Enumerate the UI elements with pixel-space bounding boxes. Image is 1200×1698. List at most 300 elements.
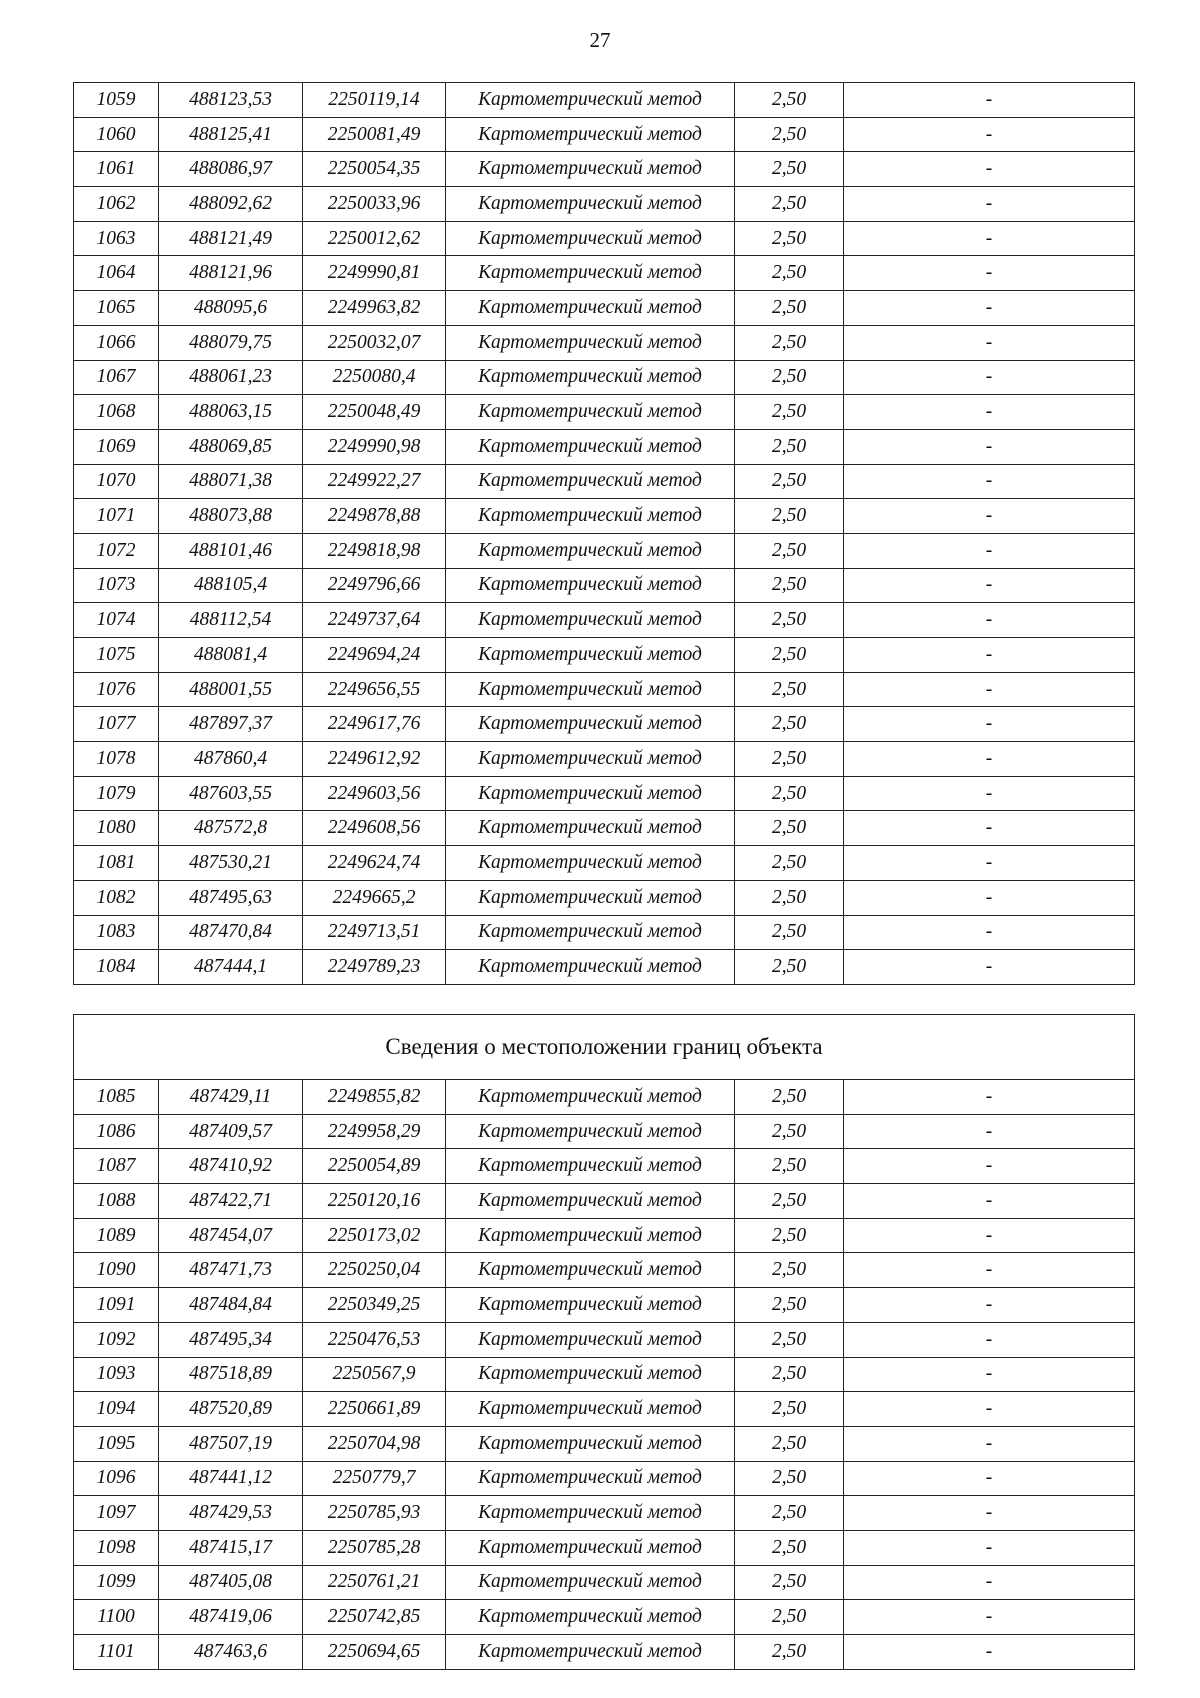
table-row <box>74 638 1135 673</box>
accuracy-cell: 2,50 <box>735 1253 844 1288</box>
accuracy-cell: 2,50 <box>735 360 844 395</box>
method-cell: Картометрический метод <box>446 846 735 881</box>
x-coordinate-cell: 488112,54 <box>159 603 303 638</box>
description-cell: - <box>844 1530 1135 1565</box>
table-1-body <box>74 83 1135 985</box>
table-row <box>74 429 1135 464</box>
method-cell: Картометрический метод <box>446 325 735 360</box>
x-coordinate-cell: 488069,85 <box>159 429 303 464</box>
x-coordinate-cell: 487860,4 <box>159 742 303 777</box>
table-row <box>74 846 1135 881</box>
y-coordinate-cell: 2249603,56 <box>303 776 446 811</box>
description-cell: - <box>844 1357 1135 1392</box>
table-row <box>74 117 1135 152</box>
accuracy-cell: 2,50 <box>735 1496 844 1531</box>
method-cell: Картометрический метод <box>446 1080 735 1115</box>
method-cell: Картометрический метод <box>446 1288 735 1323</box>
table-row <box>74 1114 1135 1149</box>
accuracy-cell: 2,50 <box>735 915 844 950</box>
point-number-cell: 1097 <box>74 1496 159 1531</box>
method-cell: Картометрический метод <box>446 291 735 326</box>
x-coordinate-cell: 487518,89 <box>159 1357 303 1392</box>
table-row <box>74 325 1135 360</box>
x-coordinate-cell: 488071,38 <box>159 464 303 499</box>
description-cell: - <box>844 1218 1135 1253</box>
y-coordinate-cell: 2249990,98 <box>303 429 446 464</box>
accuracy-cell: 2,50 <box>735 1288 844 1323</box>
description-cell: - <box>844 256 1135 291</box>
method-cell: Картометрический метод <box>446 533 735 568</box>
x-coordinate-cell: 488079,75 <box>159 325 303 360</box>
x-coordinate-cell: 487409,57 <box>159 1114 303 1149</box>
y-coordinate-cell: 2250779,7 <box>303 1461 446 1496</box>
accuracy-cell: 2,50 <box>735 1426 844 1461</box>
y-coordinate-cell: 2249713,51 <box>303 915 446 950</box>
accuracy-cell: 2,50 <box>735 187 844 222</box>
accuracy-cell: 2,50 <box>735 221 844 256</box>
description-cell: - <box>844 811 1135 846</box>
description-cell: - <box>844 1426 1135 1461</box>
point-number-cell: 1071 <box>74 499 159 534</box>
method-cell: Картометрический метод <box>446 1253 735 1288</box>
description-cell: - <box>844 83 1135 118</box>
y-coordinate-cell: 2250012,62 <box>303 221 446 256</box>
y-coordinate-cell: 2250476,53 <box>303 1322 446 1357</box>
y-coordinate-cell: 2250742,85 <box>303 1600 446 1635</box>
x-coordinate-cell: 487410,92 <box>159 1149 303 1184</box>
point-number-cell: 1080 <box>74 811 159 846</box>
accuracy-cell: 2,50 <box>735 776 844 811</box>
y-coordinate-cell: 2249624,74 <box>303 846 446 881</box>
accuracy-cell: 2,50 <box>735 464 844 499</box>
description-cell: - <box>844 429 1135 464</box>
table-row <box>74 1288 1135 1323</box>
section-title: Сведения о местоположении границ объекта <box>74 1015 1135 1080</box>
x-coordinate-cell: 487405,08 <box>159 1565 303 1600</box>
point-number-cell: 1060 <box>74 117 159 152</box>
method-cell: Картометрический метод <box>446 776 735 811</box>
y-coordinate-cell: 2249612,92 <box>303 742 446 777</box>
accuracy-cell: 2,50 <box>735 325 844 360</box>
description-cell: - <box>844 1392 1135 1427</box>
accuracy-cell: 2,50 <box>735 533 844 568</box>
x-coordinate-cell: 488073,88 <box>159 499 303 534</box>
table-row <box>74 950 1135 985</box>
y-coordinate-cell: 2250761,21 <box>303 1565 446 1600</box>
method-cell: Картометрический метод <box>446 603 735 638</box>
accuracy-cell: 2,50 <box>735 1565 844 1600</box>
section-header-row <box>74 1015 1135 1080</box>
point-number-cell: 1079 <box>74 776 159 811</box>
table-row <box>74 221 1135 256</box>
table-row <box>74 707 1135 742</box>
table-row <box>74 880 1135 915</box>
description-cell: - <box>844 1288 1135 1323</box>
accuracy-cell: 2,50 <box>735 291 844 326</box>
method-cell: Картометрический метод <box>446 1218 735 1253</box>
description-cell: - <box>844 360 1135 395</box>
y-coordinate-cell: 2250704,98 <box>303 1426 446 1461</box>
y-coordinate-cell: 2250054,89 <box>303 1149 446 1184</box>
point-number-cell: 1088 <box>74 1184 159 1219</box>
accuracy-cell: 2,50 <box>735 1357 844 1392</box>
accuracy-cell: 2,50 <box>735 1600 844 1635</box>
description-cell: - <box>844 1253 1135 1288</box>
description-cell: - <box>844 499 1135 534</box>
method-cell: Картометрический метод <box>446 256 735 291</box>
y-coordinate-cell: 2250081,49 <box>303 117 446 152</box>
table-row <box>74 1600 1135 1635</box>
x-coordinate-cell: 488101,46 <box>159 533 303 568</box>
method-cell: Картометрический метод <box>446 672 735 707</box>
table-row <box>74 568 1135 603</box>
description-cell: - <box>844 1565 1135 1600</box>
method-cell: Картометрический метод <box>446 117 735 152</box>
point-number-cell: 1093 <box>74 1357 159 1392</box>
x-coordinate-cell: 487454,07 <box>159 1218 303 1253</box>
y-coordinate-cell: 2249855,82 <box>303 1080 446 1115</box>
description-cell: - <box>844 395 1135 430</box>
description-cell: - <box>844 915 1135 950</box>
x-coordinate-cell: 487415,17 <box>159 1530 303 1565</box>
y-coordinate-cell: 2250785,93 <box>303 1496 446 1531</box>
description-cell: - <box>844 568 1135 603</box>
description-cell: - <box>844 603 1135 638</box>
table-row <box>74 672 1135 707</box>
point-number-cell: 1085 <box>74 1080 159 1115</box>
method-cell: Картометрический метод <box>446 464 735 499</box>
point-number-cell: 1098 <box>74 1530 159 1565</box>
y-coordinate-cell: 2250661,89 <box>303 1392 446 1427</box>
method-cell: Картометрический метод <box>446 1600 735 1635</box>
x-coordinate-cell: 488001,55 <box>159 672 303 707</box>
description-cell: - <box>844 1322 1135 1357</box>
x-coordinate-cell: 487422,71 <box>159 1184 303 1219</box>
method-cell: Картометрический метод <box>446 221 735 256</box>
description-cell: - <box>844 325 1135 360</box>
point-number-cell: 1099 <box>74 1565 159 1600</box>
x-coordinate-cell: 488105,4 <box>159 568 303 603</box>
point-number-cell: 1092 <box>74 1322 159 1357</box>
accuracy-cell: 2,50 <box>735 1080 844 1115</box>
description-cell: - <box>844 152 1135 187</box>
description-cell: - <box>844 1461 1135 1496</box>
description-cell: - <box>844 846 1135 881</box>
accuracy-cell: 2,50 <box>735 429 844 464</box>
y-coordinate-cell: 2250033,96 <box>303 187 446 222</box>
accuracy-cell: 2,50 <box>735 1184 844 1219</box>
point-number-cell: 1086 <box>74 1114 159 1149</box>
method-cell: Картометрический метод <box>446 360 735 395</box>
accuracy-cell: 2,50 <box>735 742 844 777</box>
y-coordinate-cell: 2249818,98 <box>303 533 446 568</box>
y-coordinate-cell: 2250694,65 <box>303 1635 446 1670</box>
y-coordinate-cell: 2249789,23 <box>303 950 446 985</box>
point-number-cell: 1074 <box>74 603 159 638</box>
x-coordinate-cell: 488125,41 <box>159 117 303 152</box>
accuracy-cell: 2,50 <box>735 1322 844 1357</box>
accuracy-cell: 2,50 <box>735 83 844 118</box>
accuracy-cell: 2,50 <box>735 152 844 187</box>
point-number-cell: 1075 <box>74 638 159 673</box>
accuracy-cell: 2,50 <box>735 1114 844 1149</box>
y-coordinate-cell: 2250785,28 <box>303 1530 446 1565</box>
accuracy-cell: 2,50 <box>735 707 844 742</box>
method-cell: Картометрический метод <box>446 1114 735 1149</box>
point-number-cell: 1067 <box>74 360 159 395</box>
table-row <box>74 1461 1135 1496</box>
x-coordinate-cell: 488123,53 <box>159 83 303 118</box>
method-cell: Картометрический метод <box>446 1322 735 1357</box>
table-row <box>74 291 1135 326</box>
method-cell: Картометрический метод <box>446 915 735 950</box>
accuracy-cell: 2,50 <box>735 603 844 638</box>
accuracy-cell: 2,50 <box>735 568 844 603</box>
point-number-cell: 1089 <box>74 1218 159 1253</box>
x-coordinate-cell: 487507,19 <box>159 1426 303 1461</box>
description-cell: - <box>844 117 1135 152</box>
y-coordinate-cell: 2250032,07 <box>303 325 446 360</box>
accuracy-cell: 2,50 <box>735 1635 844 1670</box>
point-number-cell: 1082 <box>74 880 159 915</box>
table-row <box>74 256 1135 291</box>
x-coordinate-cell: 487530,21 <box>159 846 303 881</box>
method-cell: Картометрический метод <box>446 568 735 603</box>
description-cell: - <box>844 1149 1135 1184</box>
accuracy-cell: 2,50 <box>735 1392 844 1427</box>
point-number-cell: 1061 <box>74 152 159 187</box>
table-row <box>74 499 1135 534</box>
point-number-cell: 1100 <box>74 1600 159 1635</box>
description-cell: - <box>844 221 1135 256</box>
accuracy-cell: 2,50 <box>735 117 844 152</box>
accuracy-cell: 2,50 <box>735 950 844 985</box>
y-coordinate-cell: 2250250,04 <box>303 1253 446 1288</box>
point-number-cell: 1070 <box>74 464 159 499</box>
x-coordinate-cell: 488095,6 <box>159 291 303 326</box>
point-number-cell: 1069 <box>74 429 159 464</box>
table-row <box>74 1149 1135 1184</box>
point-number-cell: 1091 <box>74 1288 159 1323</box>
x-coordinate-cell: 488063,15 <box>159 395 303 430</box>
point-number-cell: 1078 <box>74 742 159 777</box>
point-number-cell: 1068 <box>74 395 159 430</box>
point-number-cell: 1066 <box>74 325 159 360</box>
y-coordinate-cell: 2249958,29 <box>303 1114 446 1149</box>
table-row <box>74 360 1135 395</box>
x-coordinate-cell: 487484,84 <box>159 1288 303 1323</box>
description-cell: - <box>844 776 1135 811</box>
point-number-cell: 1062 <box>74 187 159 222</box>
x-coordinate-cell: 488061,23 <box>159 360 303 395</box>
y-coordinate-cell: 2250119,14 <box>303 83 446 118</box>
point-number-cell: 1072 <box>74 533 159 568</box>
method-cell: Картометрический метод <box>446 1149 735 1184</box>
description-cell: - <box>844 1496 1135 1531</box>
accuracy-cell: 2,50 <box>735 1218 844 1253</box>
accuracy-cell: 2,50 <box>735 395 844 430</box>
y-coordinate-cell: 2249656,55 <box>303 672 446 707</box>
table-row <box>74 1496 1135 1531</box>
x-coordinate-cell: 487495,34 <box>159 1322 303 1357</box>
description-cell: - <box>844 1184 1135 1219</box>
point-number-cell: 1096 <box>74 1461 159 1496</box>
point-number-cell: 1101 <box>74 1635 159 1670</box>
x-coordinate-cell: 487429,53 <box>159 1496 303 1531</box>
y-coordinate-cell: 2249963,82 <box>303 291 446 326</box>
description-cell: - <box>844 291 1135 326</box>
x-coordinate-cell: 487470,84 <box>159 915 303 950</box>
table-row <box>74 1184 1135 1219</box>
x-coordinate-cell: 487441,12 <box>159 1461 303 1496</box>
table-row <box>74 811 1135 846</box>
y-coordinate-cell: 2249796,66 <box>303 568 446 603</box>
table-row <box>74 776 1135 811</box>
accuracy-cell: 2,50 <box>735 846 844 881</box>
table-row <box>74 1080 1135 1115</box>
description-cell: - <box>844 950 1135 985</box>
accuracy-cell: 2,50 <box>735 1461 844 1496</box>
y-coordinate-cell: 2249990,81 <box>303 256 446 291</box>
y-coordinate-cell: 2250349,25 <box>303 1288 446 1323</box>
method-cell: Картометрический метод <box>446 499 735 534</box>
point-number-cell: 1064 <box>74 256 159 291</box>
table-row <box>74 915 1135 950</box>
method-cell: Картометрический метод <box>446 429 735 464</box>
point-number-cell: 1094 <box>74 1392 159 1427</box>
description-cell: - <box>844 880 1135 915</box>
method-cell: Картометрический метод <box>446 1184 735 1219</box>
table-row <box>74 395 1135 430</box>
point-number-cell: 1084 <box>74 950 159 985</box>
accuracy-cell: 2,50 <box>735 256 844 291</box>
point-number-cell: 1059 <box>74 83 159 118</box>
description-cell: - <box>844 638 1135 673</box>
method-cell: Картометрический метод <box>446 742 735 777</box>
method-cell: Картометрический метод <box>446 1530 735 1565</box>
x-coordinate-cell: 487463,6 <box>159 1635 303 1670</box>
method-cell: Картометрический метод <box>446 638 735 673</box>
point-number-cell: 1081 <box>74 846 159 881</box>
point-number-cell: 1077 <box>74 707 159 742</box>
point-number-cell: 1090 <box>74 1253 159 1288</box>
table-row <box>74 83 1135 118</box>
x-coordinate-cell: 488121,96 <box>159 256 303 291</box>
y-coordinate-cell: 2249922,27 <box>303 464 446 499</box>
page-number: 27 <box>589 28 611 52</box>
x-coordinate-cell: 488081,4 <box>159 638 303 673</box>
table-row <box>74 742 1135 777</box>
method-cell: Картометрический метод <box>446 950 735 985</box>
x-coordinate-cell: 487429,11 <box>159 1080 303 1115</box>
table-row <box>74 187 1135 222</box>
coordinates-table-1 <box>73 82 1135 985</box>
y-coordinate-cell: 2249694,24 <box>303 638 446 673</box>
point-number-cell: 1063 <box>74 221 159 256</box>
y-coordinate-cell: 2250080,4 <box>303 360 446 395</box>
y-coordinate-cell: 2249608,56 <box>303 811 446 846</box>
description-cell: - <box>844 1080 1135 1115</box>
accuracy-cell: 2,50 <box>735 1530 844 1565</box>
point-number-cell: 1073 <box>74 568 159 603</box>
accuracy-cell: 2,50 <box>735 1149 844 1184</box>
table-row <box>74 1218 1135 1253</box>
method-cell: Картометрический метод <box>446 1565 735 1600</box>
method-cell: Картометрический метод <box>446 1426 735 1461</box>
table-row <box>74 1322 1135 1357</box>
table-row <box>74 1253 1135 1288</box>
table-row <box>74 603 1135 638</box>
y-coordinate-cell: 2249878,88 <box>303 499 446 534</box>
point-number-cell: 1083 <box>74 915 159 950</box>
point-number-cell: 1065 <box>74 291 159 326</box>
x-coordinate-cell: 487603,55 <box>159 776 303 811</box>
method-cell: Картометрический метод <box>446 187 735 222</box>
point-number-cell: 1076 <box>74 672 159 707</box>
y-coordinate-cell: 2250567,9 <box>303 1357 446 1392</box>
table-row <box>74 1426 1135 1461</box>
description-cell: - <box>844 1635 1135 1670</box>
method-cell: Картометрический метод <box>446 395 735 430</box>
description-cell: - <box>844 464 1135 499</box>
table-row <box>74 1635 1135 1670</box>
x-coordinate-cell: 487897,37 <box>159 707 303 742</box>
method-cell: Картометрический метод <box>446 1357 735 1392</box>
y-coordinate-cell: 2249737,64 <box>303 603 446 638</box>
method-cell: Картометрический метод <box>446 1496 735 1531</box>
table-row <box>74 1530 1135 1565</box>
table-row <box>74 533 1135 568</box>
accuracy-cell: 2,50 <box>735 638 844 673</box>
x-coordinate-cell: 487471,73 <box>159 1253 303 1288</box>
method-cell: Картометрический метод <box>446 1635 735 1670</box>
table-row <box>74 152 1135 187</box>
point-number-cell: 1095 <box>74 1426 159 1461</box>
description-cell: - <box>844 1114 1135 1149</box>
point-number-cell: 1087 <box>74 1149 159 1184</box>
method-cell: Картометрический метод <box>446 83 735 118</box>
accuracy-cell: 2,50 <box>735 499 844 534</box>
table-row <box>74 1357 1135 1392</box>
accuracy-cell: 2,50 <box>735 811 844 846</box>
coordinates-table-2 <box>73 1014 1135 1670</box>
x-coordinate-cell: 487444,1 <box>159 950 303 985</box>
y-coordinate-cell: 2250054,35 <box>303 152 446 187</box>
x-coordinate-cell: 487572,8 <box>159 811 303 846</box>
description-cell: - <box>844 672 1135 707</box>
description-cell: - <box>844 533 1135 568</box>
table-row <box>74 464 1135 499</box>
description-cell: - <box>844 1600 1135 1635</box>
x-coordinate-cell: 488086,97 <box>159 152 303 187</box>
description-cell: - <box>844 187 1135 222</box>
x-coordinate-cell: 487495,63 <box>159 880 303 915</box>
y-coordinate-cell: 2250173,02 <box>303 1218 446 1253</box>
y-coordinate-cell: 2250048,49 <box>303 395 446 430</box>
y-coordinate-cell: 2249665,2 <box>303 880 446 915</box>
table-row <box>74 1392 1135 1427</box>
description-cell: - <box>844 707 1135 742</box>
method-cell: Картометрический метод <box>446 1392 735 1427</box>
x-coordinate-cell: 487520,89 <box>159 1392 303 1427</box>
y-coordinate-cell: 2250120,16 <box>303 1184 446 1219</box>
method-cell: Картометрический метод <box>446 707 735 742</box>
x-coordinate-cell: 488092,62 <box>159 187 303 222</box>
accuracy-cell: 2,50 <box>735 672 844 707</box>
x-coordinate-cell: 487419,06 <box>159 1600 303 1635</box>
x-coordinate-cell: 488121,49 <box>159 221 303 256</box>
y-coordinate-cell: 2249617,76 <box>303 707 446 742</box>
